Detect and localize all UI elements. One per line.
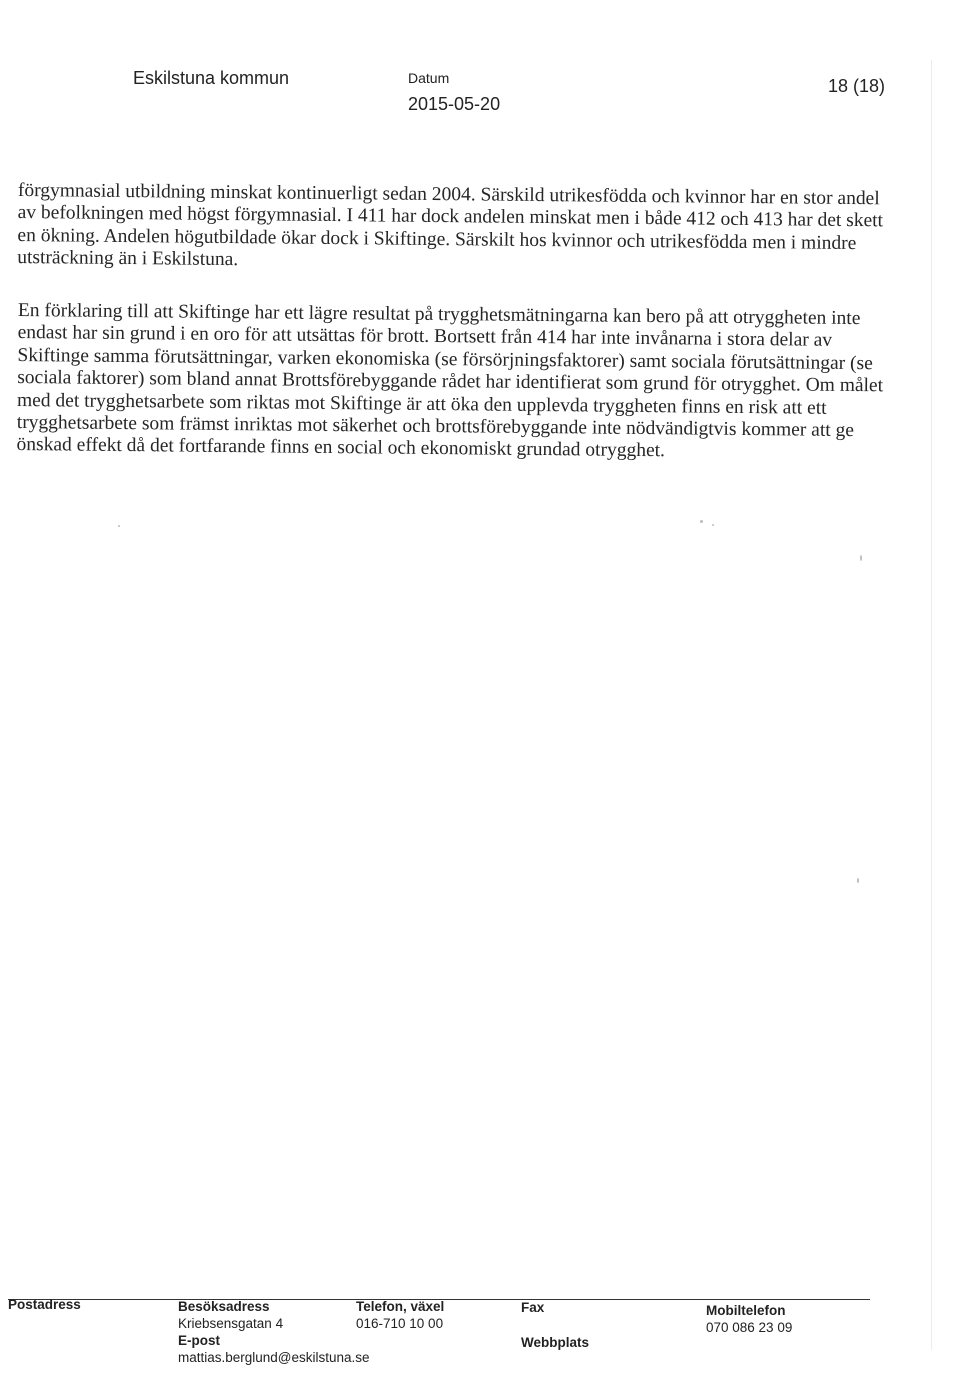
footer-postal-label: Postadress	[8, 1297, 81, 1312]
scan-speck	[860, 555, 862, 561]
footer-fax-label: Fax	[521, 1300, 545, 1315]
footer-phone-value: 016-710 10 00	[356, 1316, 444, 1331]
scan-edge-line	[931, 60, 932, 1350]
footer-visit-value: Kriebsensgatan 4	[178, 1316, 284, 1331]
footer-phone-label: Telefon, växel	[356, 1299, 445, 1314]
scan-speck	[118, 525, 120, 527]
footer-mobile-value: 070 086 23 09	[706, 1320, 793, 1335]
page-number: 18 (18)	[828, 76, 886, 96]
footer-email-label: E-post	[178, 1333, 220, 1348]
scan-speck	[712, 524, 714, 526]
date-value: 2015-05-20	[408, 94, 501, 114]
date-label: Datum	[408, 70, 450, 86]
footer-email-value: mattias.berglund@eskilstuna.se	[178, 1350, 370, 1365]
body-paragraph-2: En förklaring till att Skiftinge har ett lägre resultat på trygghetsmätningarna kan bero på att otryggheten inte endast har sin grund i en oro för att utsättas för brott. Bortsett från 414 har inte invånarna i stora delar av Skiftinge samma förutsättningar, varken ekonomiska (se försörjningsfaktorer) samt sociala förutsättningar (se sociala faktorer) som bland annat Brottsförebyggande rådet har identifierat som grund för otrygghet. Om målet med det trygghetsarbete som riktas mot Skiftinge är att öka den upplevda tryggheten finns en risk att ett trygghetsarbete som främst inriktas mot säkerhet och brottsförebyggande inte nödvändigtvis kommer att ge önskad effekt då det fortfarande finns en social och ekonomiskt grundad otrygghet.	[16, 300, 884, 462]
organization-name: Eskilstuna kommun	[133, 68, 290, 88]
footer-mobile-label: Mobiltelefon	[706, 1303, 786, 1318]
body-paragraph-1: förgymnasial utbildning minskat kontinuerligt sedan 2004. Särskild utrikesfödda och kvinnor har en stor andel av befolkningen med högst förgymnasial. I 411 har dock andelen minskat men i både 412 och 413 har det skett en ökning. Andelen högutbildade ökar dock i Skiftinge. Särskilt hos kvinnor och utrikesfödda men i mindre utsträckning än i Eskilstuna.	[17, 180, 884, 271]
footer-visit-label: Besöksadress	[178, 1299, 270, 1314]
scan-speck	[700, 520, 703, 523]
footer-web-label: Webbplats	[521, 1335, 590, 1350]
scan-speck	[857, 878, 859, 883]
